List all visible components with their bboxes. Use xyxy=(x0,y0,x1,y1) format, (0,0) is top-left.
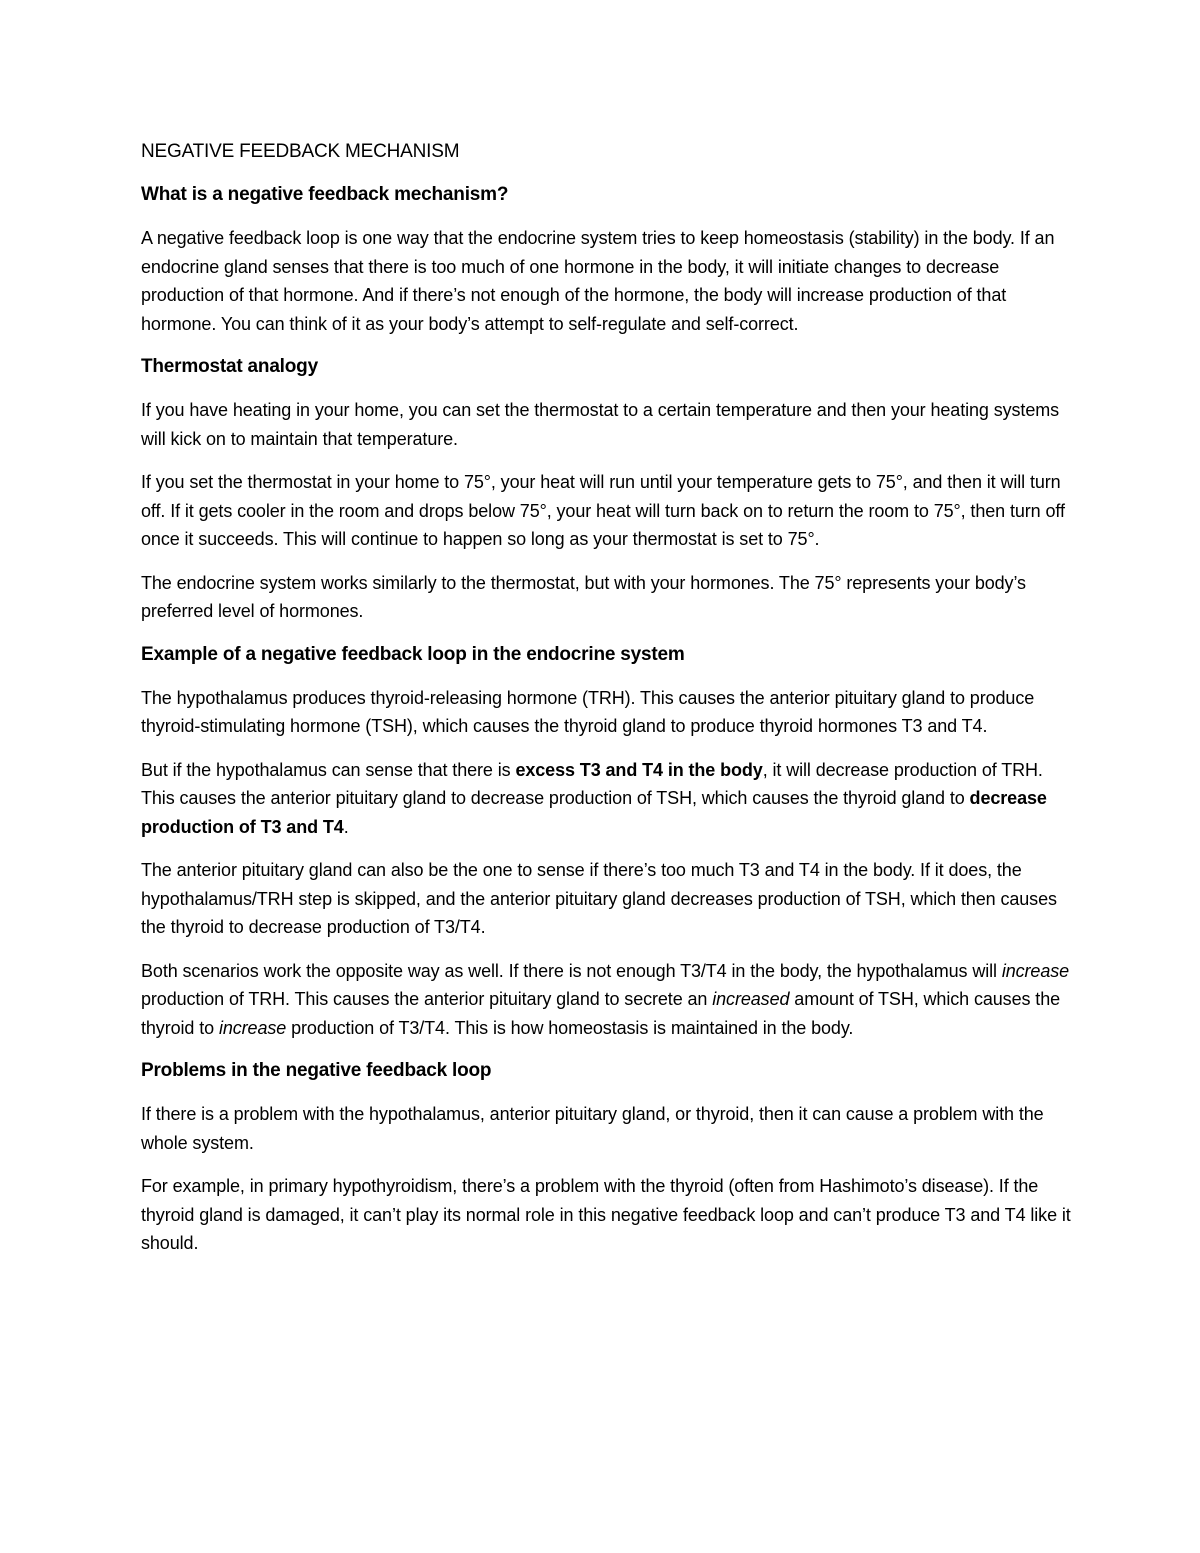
text-run: amount of TSH, which causes the thyroid to xyxy=(141,989,1061,1038)
paragraph-thermostat-75: If you set the thermostat in your home to 75°, your heat will run until your temperature gets to 75°, and then it will turn off. If it gets cooler in the room and drops below 75°, your heat will turn back on to return the room to 75°, then turn off once it succeeds. This will continue to happen so long as your thermostat is set to 75°. xyxy=(141,472,1065,549)
section-heading-example: Example of a negative feedback loop in the endocrine system xyxy=(141,643,685,665)
paragraph-definition: A negative feedback loop is one way that the endocrine system tries to keep homeostasis (stability) in the body. If an endocrine gland senses that there is too much of one hormone in the body, it will initiate changes to decrease production of that hormone. And if there’s not enough of the hormone, the body will increase production of that hormone. You can think of it as your body’s attempt to self-regulate and self-correct. xyxy=(141,228,1055,334)
section-heading-thermostat: Thermostat analogy xyxy=(141,356,318,377)
text-run: Both scenarios work the opposite way as well. If there is not enough T3/T4 in the body, the hypothalamus will xyxy=(141,960,1002,981)
text-run: . xyxy=(343,816,349,837)
document-title: NEGATIVE FEEDBACK MECHANISM xyxy=(141,141,460,162)
paragraph-trh-tsh: The hypothalamus produces thyroid-releasing hormone (TRH). This causes the anterior pituitary gland to produce thyroid-stimulating hormone (TSH), which causes the thyroid gland to produce thyroid hormones T3 and T4. xyxy=(141,687,1035,736)
text-run: But if the hypothalamus can sense that there is xyxy=(141,759,516,780)
paragraph-problem-system: If there is a problem with the hypothalamus, anterior pituitary gland, or thyroid, then it can cause a problem with the whole system. xyxy=(141,1104,1044,1153)
paragraph-pituitary-sense: The anterior pituitary gland can also be the one to sense if there’s too much T3 and T4 in the body. If it does, the hypothalamus/TRH step is skipped, and the anterior pituitary gland decreases production of TSH, which then causes the thyroid to decrease production of T3/T4. xyxy=(141,860,1057,937)
paragraph-excess xyxy=(141,756,1071,842)
paragraph-thermostat-endocrine: The endocrine system works similarly to the thermostat, but with your hormones. The 75° represents your body’s preferred level of hormones. xyxy=(141,572,1026,621)
section-heading-what-is: What is a negative feedback mechanism? xyxy=(141,184,509,205)
italic-increased: increased xyxy=(712,989,790,1009)
paragraph-thermostat-intro: If you have heating in your home, you can set the thermostat to a certain temperature and then your heating systems will kick on to maintain that temperature. xyxy=(141,400,1060,449)
section-heading-problems: Problems in the negative feedback loop xyxy=(141,1060,492,1081)
emphasis-decrease: decrease production of T3 and T4 xyxy=(141,788,1047,837)
paragraph-opposite xyxy=(141,957,1071,1043)
paragraph-hypothyroidism: For example, in primary hypothyroidism, there’s a problem with the thyroid (often from Hashimoto’s disease). If the thyroid gland is damaged, it can’t play its normal role in this negative feedback loop and can’t produce T3 and T4 like it should. xyxy=(141,1176,1071,1253)
text-run: production of TRH. This causes the anterior pituitary gland to secrete an xyxy=(141,989,713,1009)
text-run: , it will decrease production of TRH. This causes the anterior pituitary gland to decrease production of TSH, which causes the thyroid gland to xyxy=(141,759,1043,808)
italic-increase: increase xyxy=(1001,960,1070,981)
emphasis-excess: excess T3 and T4 in the body xyxy=(515,759,763,780)
document-page xyxy=(141,138,1071,1273)
text-run: production of T3/T4. This is how homeostasis is maintained in the body. xyxy=(286,1017,854,1038)
italic-increase: increase xyxy=(218,1017,287,1038)
